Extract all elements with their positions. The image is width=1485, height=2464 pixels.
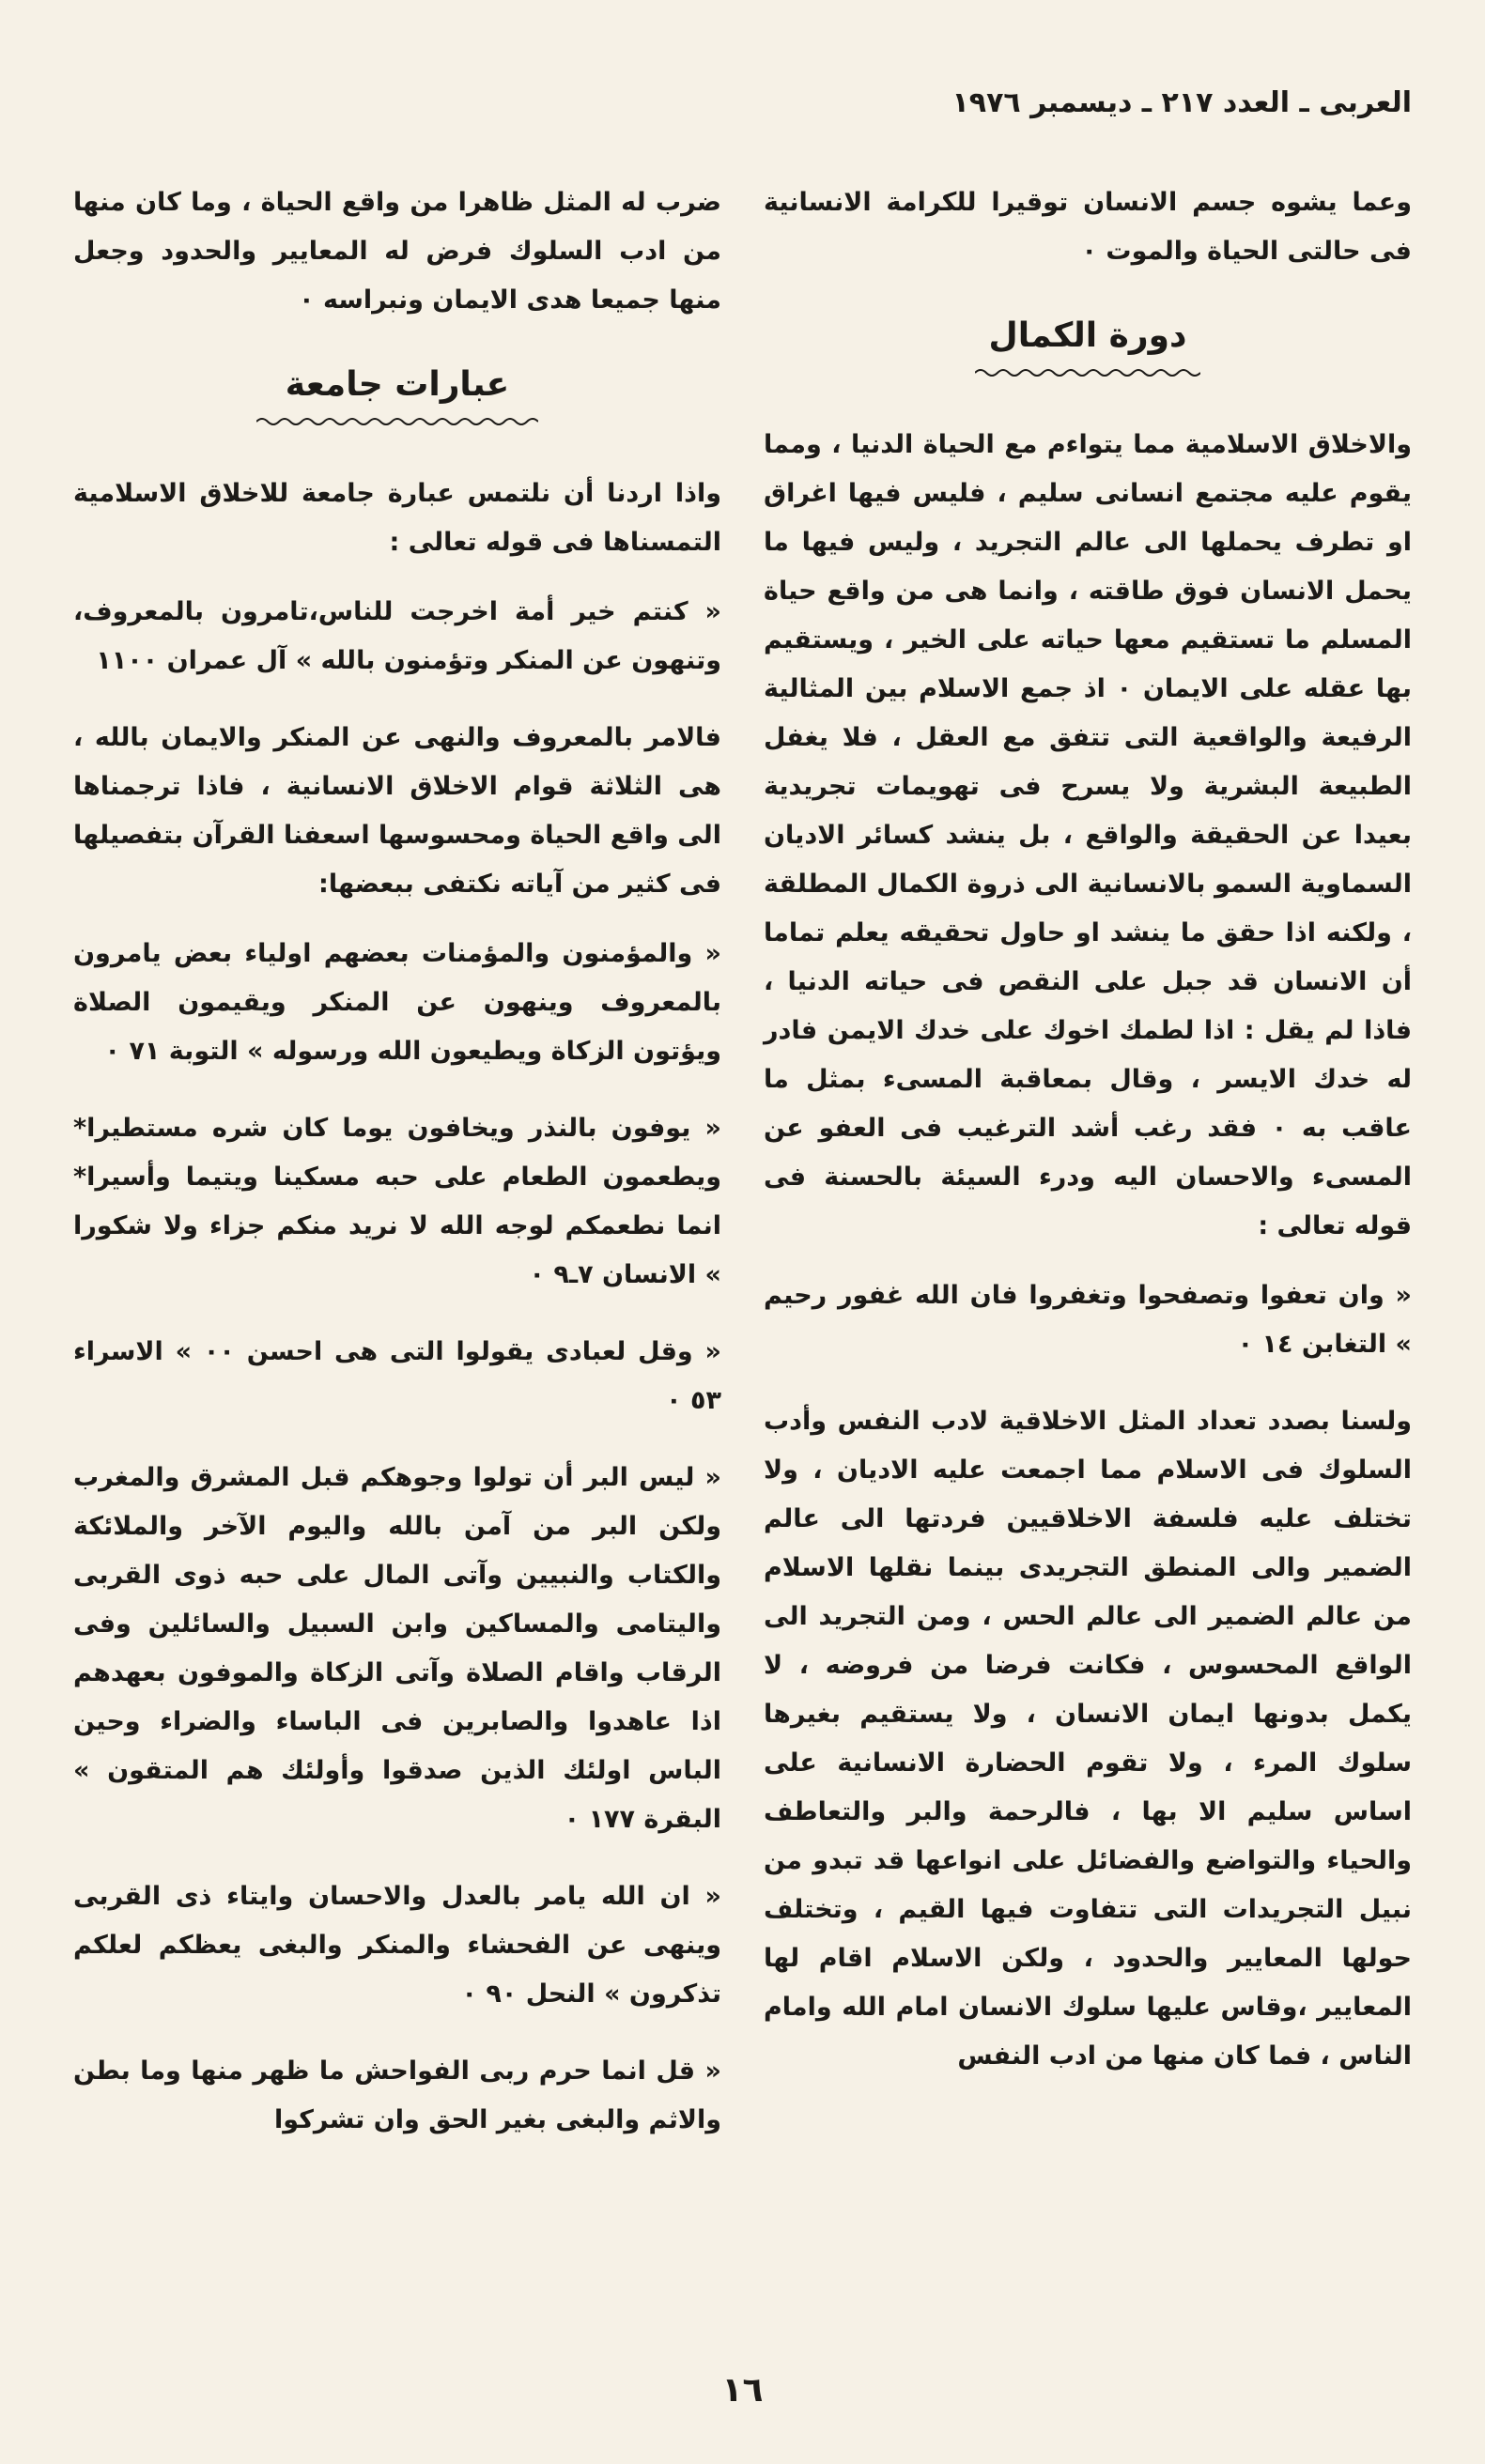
page-number: ١٦ xyxy=(721,2371,764,2410)
section-heading-perfection xyxy=(764,312,1412,379)
body-paragraph: فالامر بالمعروف والنهى عن المنكر والايمان بالله ، هى الثلاثة قوام الاخلاق الانسانية ، فاذا ترجمناها الى واقع الحياة ومحسوسها اسعفنا القرآن بتفصيلها فى كثير من آياته نكتفى ببعضها: xyxy=(73,723,721,899)
quran-quote: « ليس البر أن تولوا وجوهكم قبل المشرق والمغرب ولكن البر من آمن بالله واليوم الآخر والملائكة والكتاب والنبيين وآتى المال على حبه ذوى القربى واليتامى والمساكين وابن السبيل والسائلين وفى الرقاب واقام الصلاة وآتى الزكاة والموفون بعهدهم اذا عاهدوا والصابرين فى الباساء والضراء وحين الباس اولئك الذين صدقوا وأولئك هم المتقون » البقرة ١٧٧ ٠ xyxy=(73,1463,721,1834)
quran-quote: « والمؤمنون والمؤمنات بعضهم اولياء بعض يامرون بالمعروف وينهون عن المنكر ويقيمون الصلاة ويؤتون الزكاة ويطيعون الله ورسوله » التوبة ٧١ ٠ xyxy=(73,939,721,1066)
right-column xyxy=(764,178,1412,2102)
section-title: عبارات جامعة xyxy=(285,365,510,404)
running-head: العربى ـ العدد ٢١٧ ـ ديسمبر ١٩٧٦ xyxy=(951,86,1412,119)
body-paragraph: ولسنا بصدد تعداد المثل الاخلاقية لادب النفس وأدب السلوك فى الاسلام مما اجمعت عليه الاديان ، ولا تختلف عليه فلسفة الاخلاقيين فردتها الى عالم الضمير والى المنطق التجريدى بينما نقلها الاسلام من عالم الضمير الى عالم الحس ، ومن التجريد الى الواقع المحسوس ، فكانت فرضا من فروضه ، لا يكمل بدونها ايمان الانسان ، ولا يستقيم بغيرها سلوك المرء ، ولا تقوم الحضارة الانسانية على اساس سليم الا بها ، فالرحمة والبر والتعاطف والحياء والتواضع والفضائل على انواعها قد تبدو من نبيل التجريدات التى تتفاوت فيها القيم ، وتختلف حولها المعايير والحدود ، ولكن الاسلام اقام لها المعايير ،وقاس عليها سلوك الانسان امام الله وامام الناس ، فما كان منها من ادب النفس xyxy=(764,1407,1412,2071)
left-intro-paragraph: ضرب له المثل ظاهرا من واقع الحياة ، وما كان منها من ادب السلوك فرض له المعايير والحدود وجعل منها جميعا هدى الايمان ونبراسه ٠ xyxy=(73,188,721,315)
wavy-underline-ornament xyxy=(256,415,538,428)
right-intro-paragraph: وعما يشوه جسم الانسان توقيرا للكرامة الانسانية فى حالتى الحياة والموت ٠ xyxy=(764,188,1412,266)
body-paragraph: واذا اردنا أن نلتمس عبارة جامعة للاخلاق الاسلامية التمسناها فى قوله تعالى : xyxy=(73,479,721,557)
left-column xyxy=(73,178,721,2173)
wavy-underline-ornament xyxy=(975,366,1200,379)
section-title: دورة الكمال xyxy=(988,316,1187,355)
quran-quote: « ان الله يامر بالعدل والاحسان وايتاء ذى القربى وينهى عن الفحشاء والمنكر والبغى يعظكم لعلكم تذكرون » النحل ٩٠ ٠ xyxy=(73,1882,721,2009)
quran-quote: « وان تعفوا وتصفحوا وتغفروا فان الله غفور رحيم » التغابن ١٤ ٠ xyxy=(764,1281,1412,1359)
quran-quote: « كنتم خير أمة اخرجت للناس،تامرون بالمعروف، وتنهون عن المنكر وتؤمنون بالله » آل عمران ١١٠٠ xyxy=(73,597,721,675)
quran-quote: « وقل لعبادى يقولوا التى هى احسن ٠٠ » الاسراء ٥٣ ٠ xyxy=(73,1337,722,1415)
quran-quote: « قل انما حرم ربى الفواحش ما ظهر منها وما بطن والاثم والبغى بغير الحق وان تشركوا xyxy=(73,2056,721,2134)
body-paragraph: والاخلاق الاسلامية مما يتواءم مع الحياة الدنيا ، ومما يقوم عليه مجتمع انسانى سليم ، فليس فيها اغراق او تطرف يحملها الى عالم التجريد ، وليس فيها ما يحمل الانسان فوق طاقته ، وانما هى من واقع حياة المسلم ما تستقيم معها حياته على الخير ، ويستقيم بها عقله على الايمان ٠ اذ جمع الاسلام بين المثالية الرفيعة والواقعية التى تتفق مع العقل ، فلا يغفل الطبيعة البشرية ولا يسرح فى تهويمات تجريدية بعيدا عن الحقيقة والواقع ، بل ينشد كسائر الاديان السماوية السمو بالانسانية الى ذروة الكمال المطلقة ، ولكنه اذا حقق ما ينشد او حاول تحقيقه يعلم تماما أن الانسان قد جبل على النقص فى حياته الدنيا ، فاذا لم يقل : اذا لطمك اخوك على خدك الايمن فادر له خدك الايسر ، وقال بمعاقبة المسىء بمثل ما عاقب به ٠ فقد رغب أشد الترغيب فى العفو عن المسىء والاحسان اليه ودرء السيئة بالحسنة فى قوله تعالى : xyxy=(764,430,1413,1240)
section-heading-comprehensive xyxy=(73,361,721,428)
quran-quote: « يوفون بالنذر ويخافون يوما كان شره مستطيرا* ويطعمون الطعام على حبه مسكينا ويتيما وأسيرا* انما نطعمكم لوجه الله لا نريد منكم جزاء ولا شكورا » الانسان ٧ـ٩ ٠ xyxy=(73,1114,721,1289)
